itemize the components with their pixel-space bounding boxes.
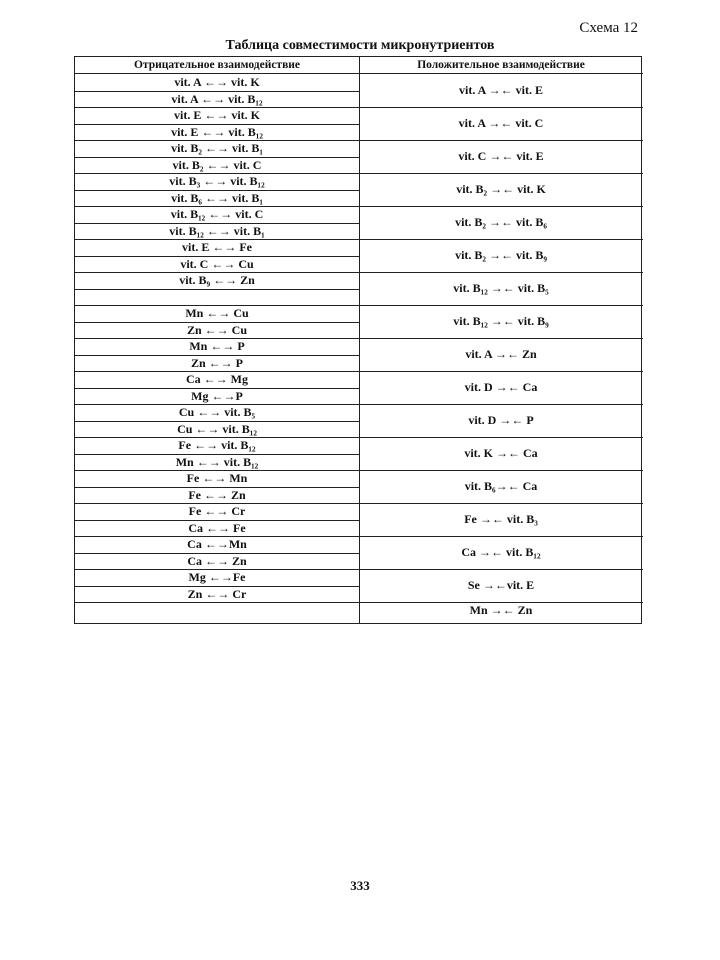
positive-header: Положительное взаимодействие xyxy=(417,59,585,71)
negative-interaction: vit. E ←→ vit. K xyxy=(174,108,260,122)
row-divider xyxy=(75,190,359,191)
row-divider xyxy=(360,272,643,273)
row-divider xyxy=(360,107,643,108)
positive-interaction: vit. K →← Ca xyxy=(464,446,538,460)
positive-interaction: vit. D →← P xyxy=(468,413,534,427)
negative-interaction: vit. B₆ ←→ vit. B₁ xyxy=(171,190,263,205)
row-divider xyxy=(75,437,359,438)
row-divider xyxy=(75,454,359,455)
positive-interaction: Ca →← vit. B₁₂ xyxy=(461,545,541,559)
row-divider xyxy=(75,553,359,554)
positive-interaction: vit. D →← Ca xyxy=(464,380,538,394)
positive-interaction: vit. B₂ →← vit. K xyxy=(456,182,546,196)
positive-interaction: vit. B₂ →← vit. B₉ xyxy=(455,248,547,262)
row-divider xyxy=(75,289,359,290)
row-divider xyxy=(75,569,359,570)
negative-interaction: Ca ←→ Mg xyxy=(186,372,248,386)
negative-interaction: Fe ←→ Cr xyxy=(188,504,246,518)
row-divider xyxy=(75,157,359,158)
row-divider xyxy=(360,602,643,603)
row-divider xyxy=(75,520,359,521)
negative-interaction: vit. E ←→ Fe xyxy=(182,240,252,254)
negative-interaction: Ca ←→Mn xyxy=(187,537,247,551)
row-divider xyxy=(360,239,643,240)
row-divider xyxy=(75,256,359,257)
negative-interaction xyxy=(75,602,359,619)
row-divider xyxy=(75,355,359,356)
row-divider xyxy=(75,91,359,92)
row-divider xyxy=(360,437,643,438)
row-divider xyxy=(75,371,359,372)
negative-interaction: Cu ←→ vit. B₅ xyxy=(178,405,256,419)
negative-interaction: Ca ←→ Zn xyxy=(187,553,247,568)
negative-interaction xyxy=(75,289,359,306)
row-divider xyxy=(75,487,359,488)
negative-interaction: Mn ←→ vit. B₁₂ xyxy=(175,454,259,469)
negative-interaction: Zn ←→ Cu xyxy=(186,322,248,337)
row-divider xyxy=(360,371,643,372)
row-divider xyxy=(360,206,643,207)
positive-interaction: vit. A →← vit. E xyxy=(458,83,543,97)
row-divider xyxy=(75,272,359,273)
row-divider xyxy=(75,470,359,471)
row-divider xyxy=(360,140,643,141)
row-divider xyxy=(75,503,359,504)
negative-interaction: vit. B₁₂ ←→ vit. B₁ xyxy=(169,223,265,238)
negative-interaction: Mg ←→Fe xyxy=(188,570,246,584)
negative-interaction: Zn ←→ Cr xyxy=(187,586,247,601)
negative-interaction: vit. A ←→ vit. B₁₂ xyxy=(171,91,263,106)
positive-interaction: vit. B₁₂ →← vit. B₉ xyxy=(453,314,549,328)
row-divider xyxy=(75,140,359,141)
positive-interaction: vit. B₆→← Ca xyxy=(464,479,538,493)
positive-interaction: vit. C →← vit. E xyxy=(458,149,544,163)
scheme-label: Схема 12 xyxy=(579,20,638,36)
row-divider xyxy=(75,536,359,537)
page-number: 333 xyxy=(350,878,370,893)
negative-interaction: Ca ←→ Fe xyxy=(188,520,246,535)
negative-interaction: Mg ←→P xyxy=(191,388,243,403)
positive-interaction: vit. A →← vit. C xyxy=(458,116,544,130)
negative-interaction: Fe ←→ Zn xyxy=(188,487,246,502)
negative-interaction: vit. C ←→ Cu xyxy=(180,256,254,271)
row-divider xyxy=(75,602,359,603)
positive-interaction: vit. A →← Zn xyxy=(465,347,537,361)
row-divider xyxy=(360,173,643,174)
row-divider xyxy=(75,239,359,240)
row-divider xyxy=(360,404,643,405)
row-divider xyxy=(75,124,359,125)
row-divider xyxy=(360,536,643,537)
positive-interaction: vit. B₂ →← vit. B₆ xyxy=(455,215,547,229)
row-divider xyxy=(360,569,643,570)
negative-interaction: vit. B₃ ←→ vit. B₁₂ xyxy=(169,174,265,188)
row-divider xyxy=(360,470,643,471)
negative-interaction: Fe ←→ vit. B₁₂ xyxy=(178,438,256,452)
positive-interaction: vit. B₁₂ →← vit. B₅ xyxy=(453,281,549,295)
positive-interaction: Se →←vit. E xyxy=(467,578,535,592)
row-divider xyxy=(75,388,359,389)
row-divider xyxy=(360,305,643,306)
row-divider xyxy=(75,586,359,587)
row-divider xyxy=(75,305,359,306)
negative-interaction: vit. B₁₂ ←→ vit. C xyxy=(170,207,264,221)
page-title: Таблица совместимости микронутриентов xyxy=(225,38,495,53)
compatibility-table xyxy=(74,56,642,624)
row-divider xyxy=(75,421,359,422)
row-divider xyxy=(75,206,359,207)
negative-interaction: Cu ←→ vit. B₁₂ xyxy=(177,421,257,436)
negative-interaction: Fe ←→ Mn xyxy=(186,471,248,485)
negative-interaction: vit. B₂ ←→ vit. B₁ xyxy=(171,141,263,155)
row-divider xyxy=(360,338,643,339)
positive-interaction: Fe →← vit. B₃ xyxy=(464,512,538,526)
negative-interaction: vit. E ←→ vit. B₁₂ xyxy=(171,124,263,139)
negative-interaction: Mn ←→ P xyxy=(189,339,245,353)
negative-interaction: vit. A ←→ vit. K xyxy=(174,75,260,89)
row-divider xyxy=(360,503,643,504)
negative-interaction: vit. B₂ ←→ vit. C xyxy=(172,157,262,172)
positive-interaction: Mn →← Zn xyxy=(469,603,533,617)
negative-header: Отрицательное взаимодействие xyxy=(133,59,301,71)
negative-interaction: vit. B₉ ←→ Zn xyxy=(179,273,255,287)
row-divider xyxy=(75,173,359,174)
negative-interaction: Mn ←→ Cu xyxy=(185,306,249,320)
row-divider xyxy=(75,322,359,323)
row-divider xyxy=(75,404,359,405)
row-divider xyxy=(75,338,359,339)
negative-interaction: Zn ←→ P xyxy=(190,355,243,370)
row-divider xyxy=(75,223,359,224)
row-divider xyxy=(75,107,359,108)
